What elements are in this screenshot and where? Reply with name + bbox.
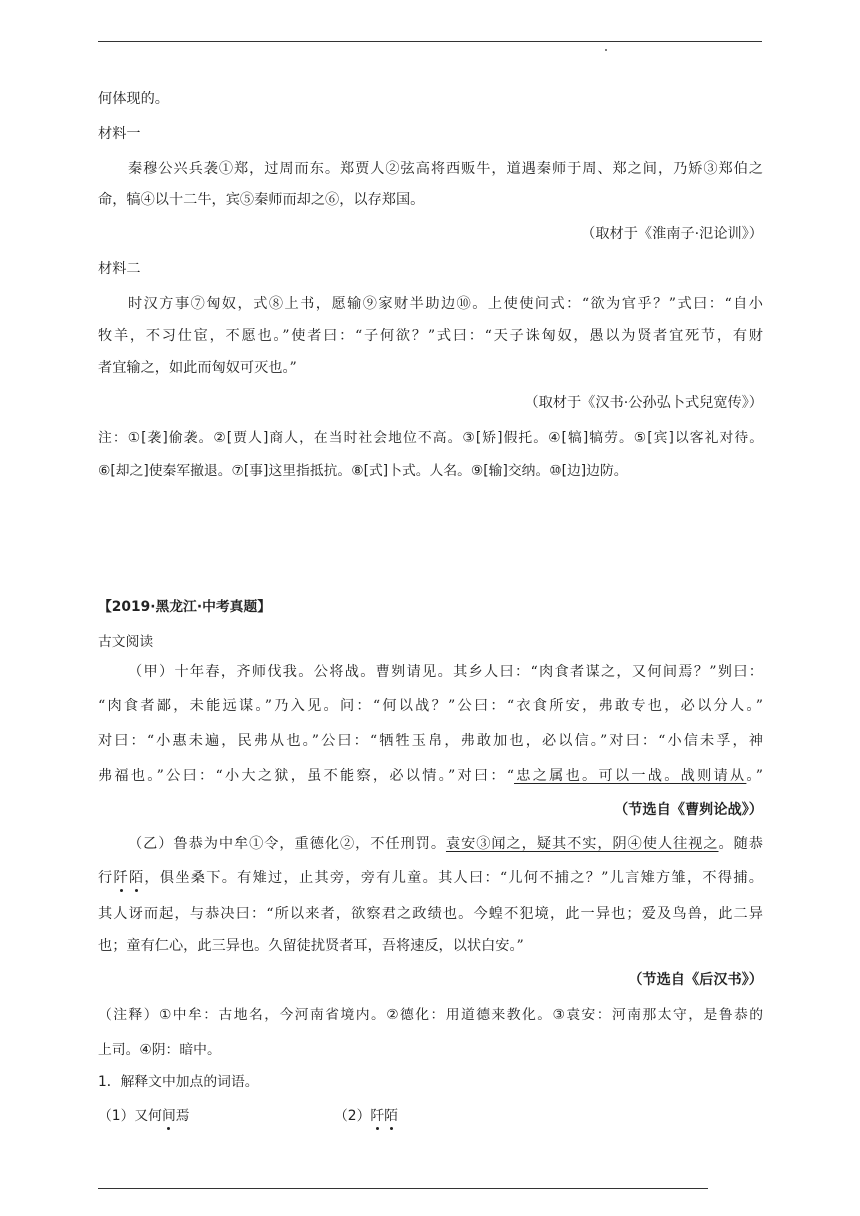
notes-line: ⑥[却之]使秦军撤退。⑦[事]这里指抵抗。⑧[式]卜式。人名。⑨[输]交纳。⑩[边]边防。	[98, 463, 628, 479]
underlined-sentence: 袁安③闻之，疑其不实，阴④使人往视之	[445, 836, 719, 852]
passage-a-source: （节选自《曹刿论战》）	[614, 802, 763, 818]
material-two-line: 者宜输之，如此而匈奴可灭也。”	[98, 360, 297, 376]
annotation-line: 上司。④阴：暗中。	[98, 1042, 221, 1058]
passage-b-source: （节选自《后汉书》）	[628, 972, 763, 988]
material-one-source: （取材于《淮南子·氾论训》）	[581, 226, 763, 242]
dotted-word: 阡	[370, 1108, 385, 1124]
footer-rule	[98, 1188, 708, 1189]
material-two-title: 材料二	[98, 261, 141, 277]
material-one-line: 秦穆公兴兵袭①郑，过周而东。郑贾人②弦高将西贩牛，道遇秦师于周、郑之间，乃矫③郑伯之	[128, 161, 763, 177]
question-one: 1．解释文中加点的词语。	[98, 1074, 259, 1090]
annotation-line: （注释）①中牟：古地名，今河南省境内。②德化：用道德来教化。③袁安：河南那太守，是鲁恭的	[98, 1007, 763, 1023]
passage-a-line: 弗福也。”公曰：“小大之狱，虽不能察，必以情。”对曰：“忠之属也。可以一战。战则请从。”	[98, 768, 763, 784]
dotted-word: 陌	[128, 870, 145, 886]
passage-b-line: （乙）鲁恭为中牟①令，重德化②，不任刑罚。袁安③闻之，疑其不实，阴④使人往视之。随恭	[128, 836, 763, 852]
notes-line: 注：①[袭]偷袭。②[贾人]商人，在当时社会地位不高。③[矫]假托。④[犒]犒劳。⑤[宾]以客礼对待。	[98, 430, 763, 446]
dotted-word: 陌	[384, 1108, 398, 1124]
question-one-item-1: （1）又何间焉	[98, 1108, 190, 1124]
dotted-word: 阡	[113, 870, 129, 886]
material-two-line: 牧羊，不习仕宦，不愿也。”使者曰：“子何欲？”式曰：“天子诛匈奴，愚以为贤者宜死节，有财	[98, 328, 763, 344]
header-dot	[605, 49, 607, 51]
continuation-text: 何体现的。	[98, 91, 169, 107]
dotted-word: 间	[161, 1108, 176, 1124]
header-rule	[98, 41, 762, 42]
material-one-title: 材料一	[98, 126, 141, 142]
passage-a-line: （甲）十年春，齐师伐我。公将战。曹刿请见。其乡人曰：“肉食者谋之，又何间焉？”刿曰：	[128, 664, 763, 680]
material-two-source: （取材于《汉书·公孙弘卜式兒宽传》）	[524, 395, 763, 411]
question-one-item-2: （2）阡陌	[334, 1108, 398, 1124]
material-one-line: 命，犒④以十二牛，宾⑤秦师而却之⑥，以存郑国。	[98, 192, 425, 208]
passage-b-line: 也；童有仁心，此三异也。久留徒扰贤者耳，吾将速反，以状白安。”	[98, 938, 524, 954]
section-title: 【2019·黑龙江·中考真题】	[98, 599, 272, 615]
passage-a-line: “肉食者鄙，未能远谋。”乃入见。问：“何以战？”公曰：“衣食所安，弗敢专也，必以分人。”	[98, 698, 763, 714]
passage-b-line: 行阡陌，俱坐桑下。有雉过，止其旁，旁有儿童。其人曰：“儿何不捕之？”儿言雉方雏，不得捕。	[98, 870, 763, 886]
section-subtitle: 古文阅读	[98, 634, 154, 650]
underlined-sentence: 忠之属也。可以一战。战则请从	[514, 768, 747, 784]
passage-b-line: 其人讶而起，与恭决曰：“所以来者，欲察君之政绩也。今蝗不犯境，此一异也；爱及鸟兽，此二异	[98, 906, 763, 922]
material-two-line: 时汉方事⑦匈奴，式⑧上书，愿输⑨家财半助边⑩。上使使问式：“欲为官乎？”式曰：“自小	[128, 296, 763, 312]
passage-a-line: 对曰：“小惠未遍，民弗从也。”公曰：“牺牲玉帛，弗敢加也，必以信。”对曰：“小信未孚，神	[98, 733, 763, 749]
